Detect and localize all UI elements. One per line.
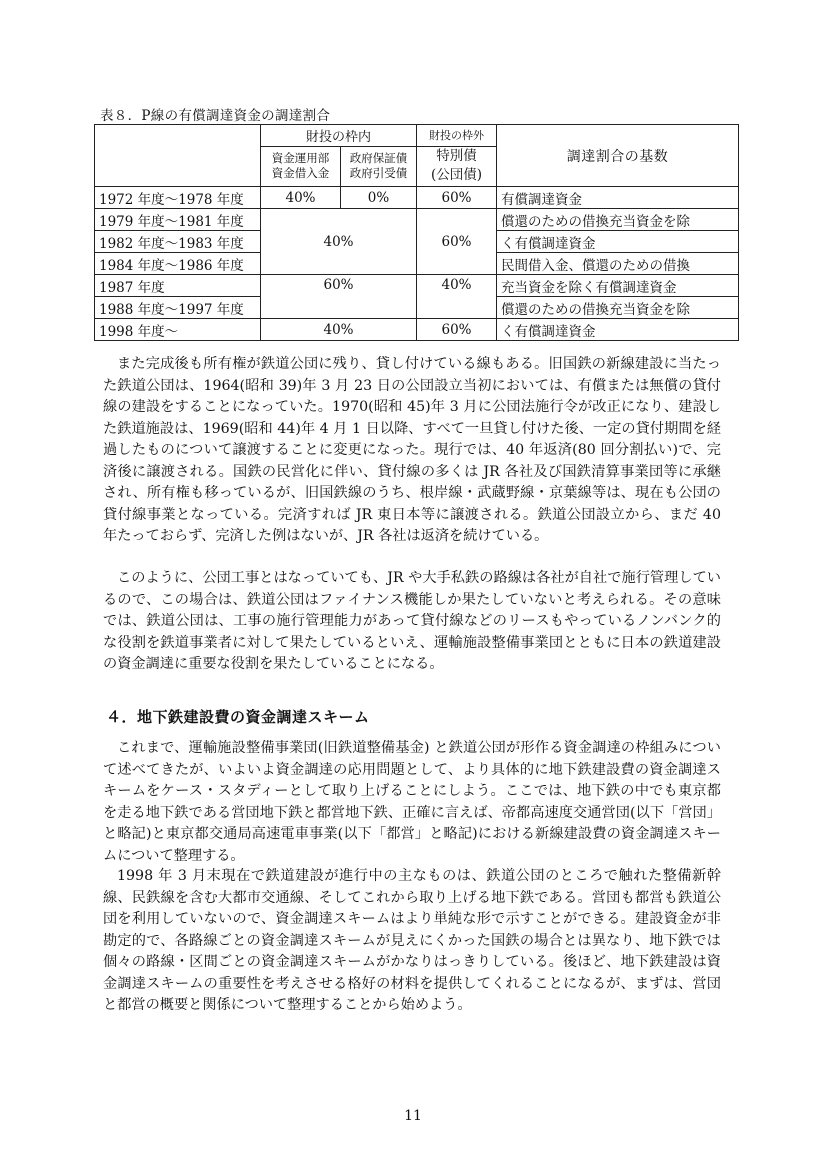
- table-header-row-1: [95, 125, 739, 147]
- header-fund-loan: [261, 146, 341, 187]
- special-bond-cell: 60%: [417, 187, 497, 209]
- period-cell: 1998 年度～: [95, 319, 261, 341]
- table-row: [95, 187, 739, 209]
- special-bond-cell: 40%: [417, 275, 497, 319]
- header-government-bond-line1: 政府保証債: [349, 151, 408, 166]
- header-government-bond-line2: 政府引受債: [349, 166, 408, 181]
- period-cell: 1972 年度～1978 年度: [95, 187, 261, 209]
- header-special-bond-line2: (公団債): [430, 167, 483, 184]
- basis-cell: く有償調達資金: [497, 231, 739, 253]
- inside-combined-cell: 60%: [261, 275, 417, 319]
- header-period-blank: [95, 125, 261, 147]
- period-cell: 1988 年度～1997 年度: [95, 297, 261, 319]
- special-bond-cell: 60%: [417, 319, 497, 341]
- period-cell: 1987 年度: [95, 275, 261, 297]
- inside-combined-cell: 40%: [261, 209, 417, 275]
- header-period-blank-2: [95, 146, 261, 187]
- basis-cell: く有償調達資金: [497, 319, 739, 341]
- paragraph-finance-role: このように、公団工事とはなっていても、JR や大手私鉄の路線は各社が自社で施行管理しているので、この場合は、鉄道公団はファイナンス機能しか果たしていないと考えられる。その意味では、鉄道公団は、工事の施行管理能力があって貸付線などのリースもやっているノンバンク的な役割を鉄道事業者に対して果たしているといえ、運輸施設整備事業団とともに日本の鉄道建設の資金調達に重要な役割を果たしていることになる。: [103, 570, 721, 672]
- table-row: [95, 319, 739, 341]
- special-bond-cell: 60%: [417, 209, 497, 275]
- period-cell: 1982 年度～1983 年度: [95, 231, 261, 253]
- funding-ratio-table: [94, 124, 739, 341]
- paragraph-subway-overview: 1998 年 3 月末現在で鉄道建設が進行中の主なものは、鉄道公団のところで触れた整備新幹線、民鉄線を含む大都市交通線、そしてこれから取り上げる地下鉄である。営団も都営も鉄道公団を利用していないので、資金調達スキームはより単純な形で示すことができる。建設資金が非勘定的で、各路線ごとの資金調達スキームが見えにくかった国鉄の場合とは異なり、地下鉄では個々の路線・区間ごとの資金調達スキームがかなりはっきりしている。後ほど、地下鉄建設は資金調達スキームの重要性を考えさせる格好の材料を提供してくれることになるが、まずは、営団と都営の概要と関係について整理することから始めよう。: [103, 868, 721, 1013]
- header-fund-loan-line1: 資金運用部: [271, 151, 330, 166]
- header-government-bond: [341, 146, 417, 187]
- basis-cell: 有償調達資金: [497, 187, 739, 209]
- page-number: 11: [404, 1108, 422, 1124]
- period-cell: 1979 年度～1981 年度: [95, 209, 261, 231]
- paragraph-case-study: これまで、運輸施設整備事業団(旧鉄道整備基金) と鉄道公団が形作る資金調達の枠組みについて述べてきたが、いよいよ資金調達の応用問題として、より具体的に地下鉄建設費の資金調達スキームをケース・スタディーとして取り上げることにしよう。ここでは、地下鉄の中でも東京都を走る地下鉄である営団地下鉄と都営地下鉄、正確に言えば、帝都高速度交通営団(以下「営団」と略記)と東京都交通局高速電車事業(以下「都営」と略記)における新線建設費の資金調達スキームについて整理する。: [103, 740, 721, 864]
- government-bond-cell: 0%: [341, 187, 417, 209]
- fund-loan-cell: 40%: [261, 187, 341, 209]
- header-group-outside: 財投の枠外: [417, 125, 497, 147]
- table-caption: 表８．P線の有償調達資金の調達割合: [100, 108, 331, 124]
- header-special-bond: [417, 146, 497, 187]
- period-cell: 1984 年度～1986 年度: [95, 253, 261, 275]
- header-fund-loan-line2: 資金借入金: [271, 166, 330, 181]
- header-basis: 調達割合の基数: [497, 125, 739, 187]
- section-heading: ４．地下鉄建設費の資金調達スキーム: [106, 708, 370, 726]
- header-group-inside: 財投の枠内: [261, 125, 417, 147]
- paragraph-loan-lines: また完成後も所有権が鉄道公団に残り、貸し付けている線もある。旧国鉄の新線建設に当たった鉄道公団は、1964(昭和 39)年 3 月 23 日の公団設立当初においては、有償または無償の貸付線の建設をすることになっていた。1970(昭和 45)年 3 月に公団法施行令が改正になり、建設した鉄道施設は、1969(昭和 44)年 4 月 1 日以降、すべて一旦貸し付けた後、一定の貸付期間を経過したものについて譲渡することに変更になった。現行では、40 年返済(80 回分割払い)で、完済後に譲渡される。国鉄の民営化に伴い、貸付線の多くは JR 各社及び国鉄清算事業団等に承継され、所有権も移っているが、旧国鉄線のうち、根岸線・武蔵野線・京葉線等は、現在も公団の貸付線事業となっている。完済すれば JR 東日本等に譲渡される。鉄道公団設立から、まだ 40 年たっておらず、完済した例はないが、JR 各社は返済を続けている。: [103, 356, 721, 544]
- basis-cell: 充当資金を除く有償調達資金: [497, 275, 739, 297]
- basis-cell: 民間借入金、償還のための借換: [497, 253, 739, 275]
- header-special-bond-line1: 特別債: [436, 148, 477, 165]
- inside-combined-cell: 40%: [261, 319, 417, 341]
- table-row: [95, 275, 739, 297]
- basis-cell: 償還のための借換充当資金を除: [497, 209, 739, 231]
- table-row: [95, 209, 739, 231]
- basis-cell: 償還のための借換充当資金を除: [497, 297, 739, 319]
